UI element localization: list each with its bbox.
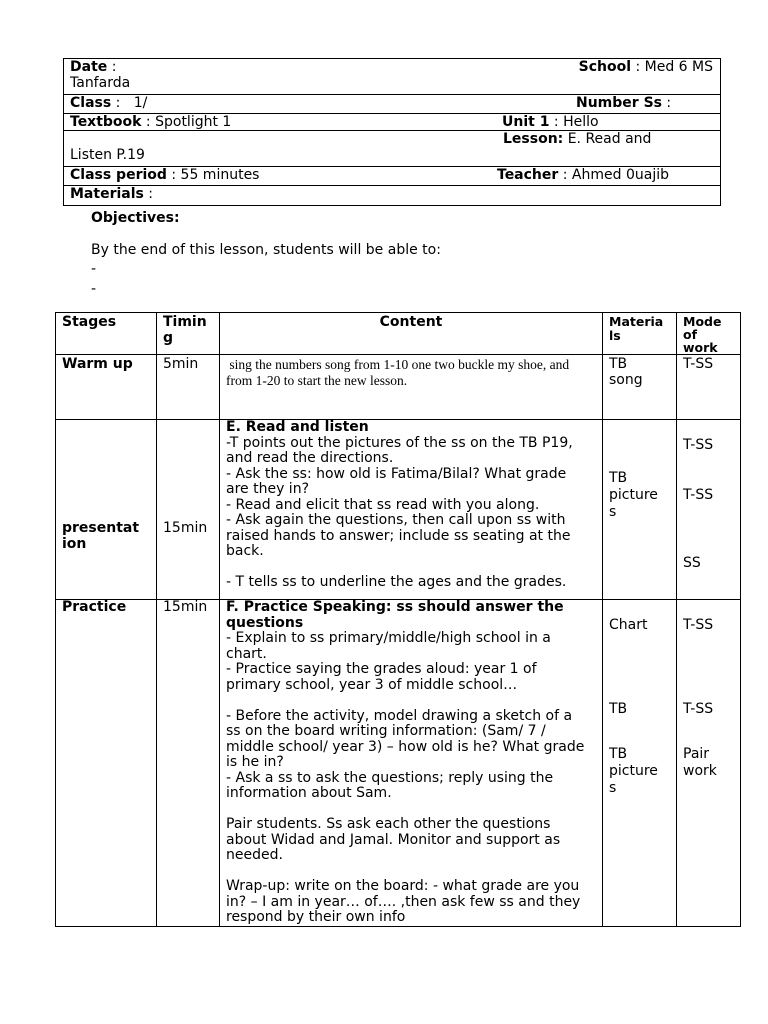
content-line: primary school, year 3 of middle school…	[226, 676, 518, 693]
header-row-date-school	[64, 59, 720, 95]
content-line	[226, 864, 584, 880]
header-row-textbook	[64, 114, 720, 131]
content-lines	[226, 436, 573, 591]
table-header-row: Stages Timin g Content Materia ls Mode of work	[56, 313, 741, 355]
unit-field: Unit 1 : Hello	[502, 114, 599, 130]
content-line: is he in?	[226, 754, 284, 770]
content-line: information about Sam.	[226, 785, 392, 801]
content-line: - Ask again the questions, then call upon ss with	[226, 512, 566, 528]
content-line: Pair students. Ss ask each other the questions	[226, 816, 551, 832]
header-row-lesson	[64, 131, 720, 167]
table-row-presentation: presentat ion 15min E. Read and listen -T points out the pictures of the ss on the TB P19, and read the directions. - Ask the ss: how old is Fatima/Bilal? What grade are they in? - Read and elicit that ss read with you along. - Ask again the questions, then call upon ss with raised hands to answer; include ss seating at the back. - T tells ss to underline the ages and the grades. TB picture s T-SS T-SS SS	[56, 420, 741, 600]
school-field: School : Med 6 MS	[578, 59, 713, 75]
content-line: middle school/ year 3) – how old is he? What grade	[226, 738, 585, 755]
content-line: and read the directions.	[226, 450, 394, 466]
school-continuation: Tanfarda	[70, 74, 131, 91]
lesson-field: Lesson: E. Read and	[503, 131, 652, 147]
table-row-practice: Practice 15min F. Practice Speaking: ss should answer the questions - Explain to ss primary/middle/high school in a chart. - Practice saying the grades aloud: year 1 of primary school, year 3 of middle school… - Before the activity, model drawing a sketch of a ss on the board writing information: (Sam/ 7 / middle school/ year 3) – how old is he? What grade is he in? - Ask a ss to ask the questions; reply using the information about Sam. Pair students. Ss ask each other the questions about Widad and Jamal. Monitor and support as needed. Wrap-up: write on the board: - what grade are you in? – I am in year… of…. ,then ask few ss and they respond by their own info Chart TB TB picture s T-SS T-SS Pair work	[56, 600, 741, 927]
content-line: - Practice saying the grades aloud: year 1 of	[226, 661, 537, 677]
content-line: are they in?	[226, 481, 309, 497]
lesson-header-table	[63, 58, 721, 206]
class-field: Class : 1/	[70, 95, 148, 111]
content-line	[226, 802, 584, 818]
lesson-continuation: Listen P.19	[70, 147, 145, 163]
content-line: - T tells ss to underline the ages and the grades.	[226, 574, 567, 590]
header-row-period	[64, 167, 720, 186]
content-line: Wrap-up: write on the board: - what grade are you	[226, 878, 580, 894]
content-line: - Ask the ss: how old is Fatima/Bilal? What grade	[226, 465, 567, 482]
content-line: - Ask a ss to ask the questions; reply using the	[226, 769, 554, 786]
content-line: about Widad and Jamal. Monitor and support as	[226, 831, 561, 848]
content-line: chart.	[226, 645, 267, 662]
content-line: in? – I am in year… of…. ,then ask few ss and they	[226, 893, 581, 910]
objectives-title: Objectives:	[91, 210, 180, 226]
objective-bullet: -	[91, 281, 97, 297]
number-ss-field: Number Ss :	[576, 95, 672, 111]
content-line: -T points out the pictures of the ss on the TB P19,	[226, 434, 573, 451]
date-field: Date :	[70, 59, 117, 75]
content-line	[226, 693, 584, 709]
objectives-intro: By the end of this lesson, students will be able to:	[91, 242, 441, 258]
objective-bullet: -	[91, 261, 97, 277]
header-row-class	[64, 95, 720, 114]
content-line: back.	[226, 543, 264, 559]
class-period-field: Class period : 55 minutes	[70, 167, 260, 183]
textbook-field: Textbook : Spotlight 1	[70, 114, 232, 130]
table-row-warmup: Warm up 5min sing the numbers song from 1-10 one two buckle my shoe, and from 1-20 to start the new lesson. TB song T-SS	[56, 355, 741, 420]
content-title: F. Practice Speaking: ss should answer the questions	[226, 599, 564, 631]
materials-field: Materials :	[70, 186, 154, 202]
content-line: raised hands to answer; include ss seating at the	[226, 527, 571, 544]
content-line: ss on the board writing information: (Sam/ 7 /	[226, 723, 546, 739]
content-line: - Read and elicit that ss read with you along.	[226, 496, 540, 513]
content-lines	[226, 631, 584, 926]
content-line: - Explain to ss primary/middle/high school in a	[226, 630, 551, 646]
header-row-materials	[64, 186, 720, 205]
content-line: - Before the activity, model drawing a sketch of a	[226, 707, 573, 724]
content-line: needed.	[226, 847, 283, 863]
content-line	[226, 560, 573, 576]
content-title: E. Read and listen	[226, 419, 369, 435]
content-line: respond by their own info	[226, 909, 406, 925]
lesson-plan-table	[55, 312, 741, 927]
teacher-field: Teacher : Ahmed 0uajib	[497, 167, 669, 183]
